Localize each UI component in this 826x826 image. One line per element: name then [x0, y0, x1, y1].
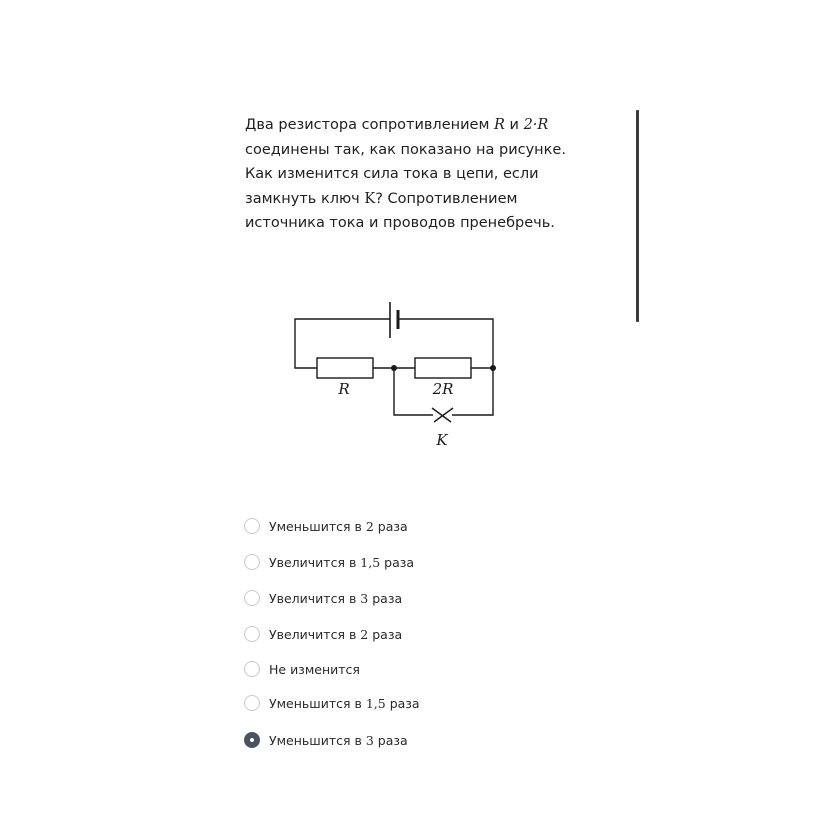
answer-option-text-fragment: раза — [368, 590, 403, 606]
answer-option[interactable] — [244, 590, 402, 606]
answer-option-label — [269, 555, 414, 570]
answer-option-label — [269, 627, 402, 642]
circuit-diagram — [280, 288, 510, 458]
answer-option-label — [269, 733, 408, 748]
answer-option-text-fragment: Уменьшится в — [269, 518, 366, 534]
resistor-r-label: R — [338, 380, 350, 398]
answer-option-text-fragment: Увеличится в — [269, 554, 361, 570]
answer-option-text-fragment: Увеличится в — [269, 590, 361, 606]
question-text — [245, 113, 565, 236]
switch-blade-2 — [434, 408, 453, 422]
answer-option-text-fragment: раза — [368, 626, 403, 642]
answer-option-label — [269, 519, 408, 534]
answer-option-text-fragment: 3 — [365, 732, 374, 748]
question-line — [245, 187, 565, 212]
question-text-fragment: Два резистора сопротивлением — [245, 117, 494, 133]
resistor-2r — [415, 358, 471, 378]
radio-button[interactable] — [244, 554, 260, 570]
answer-option-text-fragment: раза — [380, 554, 415, 570]
math-symbol: K — [364, 190, 376, 207]
answer-option-text-fragment: Уменьшится в — [269, 695, 366, 711]
question-text-fragment: Как изменится сила тока в цепи, если — [245, 166, 539, 183]
question-line — [245, 138, 565, 163]
answer-option-label — [269, 696, 420, 711]
question-line — [245, 211, 565, 236]
radio-button-selected[interactable] — [244, 732, 260, 748]
answer-option-text-fragment: Уменьшится в — [269, 732, 366, 748]
question-text-fragment: источника тока и проводов пренебречь. — [245, 215, 555, 232]
question-line — [245, 162, 565, 187]
answer-option-label — [269, 662, 360, 677]
radio-button[interactable] — [244, 626, 260, 642]
answer-option[interactable] — [244, 661, 360, 677]
switch-blade-1 — [432, 408, 451, 422]
junction-dot-right — [490, 365, 496, 371]
question-text-fragment: замкнуть ключ — [245, 190, 365, 207]
answer-option-text-fragment: 1,5 — [365, 695, 386, 711]
answer-option[interactable] — [244, 518, 408, 534]
radio-button[interactable] — [244, 518, 260, 534]
answer-option-text-fragment: 2 — [365, 518, 374, 534]
radio-button[interactable] — [244, 695, 260, 711]
answer-option[interactable] — [244, 626, 402, 642]
question-line — [245, 113, 565, 138]
answer-option-text-fragment: Увеличится в — [269, 626, 361, 642]
answer-option-text-fragment: Не изменится — [269, 661, 360, 677]
answer-option-text-fragment: раза — [373, 518, 408, 534]
answer-option[interactable] — [244, 732, 408, 748]
answer-option[interactable] — [244, 554, 414, 570]
question-text-fragment: соединены так, как показано на рисунке. — [245, 141, 566, 158]
answer-option-label — [269, 591, 402, 606]
switch-label: K — [436, 431, 448, 449]
answer-option-text-fragment: раза — [373, 732, 408, 748]
scrollbar[interactable] — [636, 110, 639, 322]
math-symbol: R — [494, 117, 505, 133]
resistor-r — [317, 358, 373, 378]
answer-option-text-fragment: 3 — [360, 590, 369, 606]
answer-option-text-fragment: раза — [385, 695, 420, 711]
radio-button[interactable] — [244, 590, 260, 606]
question-text-fragment: ? Сопротивлением — [375, 190, 518, 207]
question-text-fragment: и — [504, 117, 524, 133]
radio-button[interactable] — [244, 661, 260, 677]
answer-option-text-fragment: 2 — [360, 626, 369, 642]
resistor-2r-label: 2R — [432, 380, 454, 398]
answer-option-text-fragment: 1,5 — [360, 554, 381, 570]
answer-option[interactable] — [244, 695, 420, 711]
junction-dot-left — [391, 365, 397, 371]
math-symbol: 2·R — [523, 117, 549, 133]
